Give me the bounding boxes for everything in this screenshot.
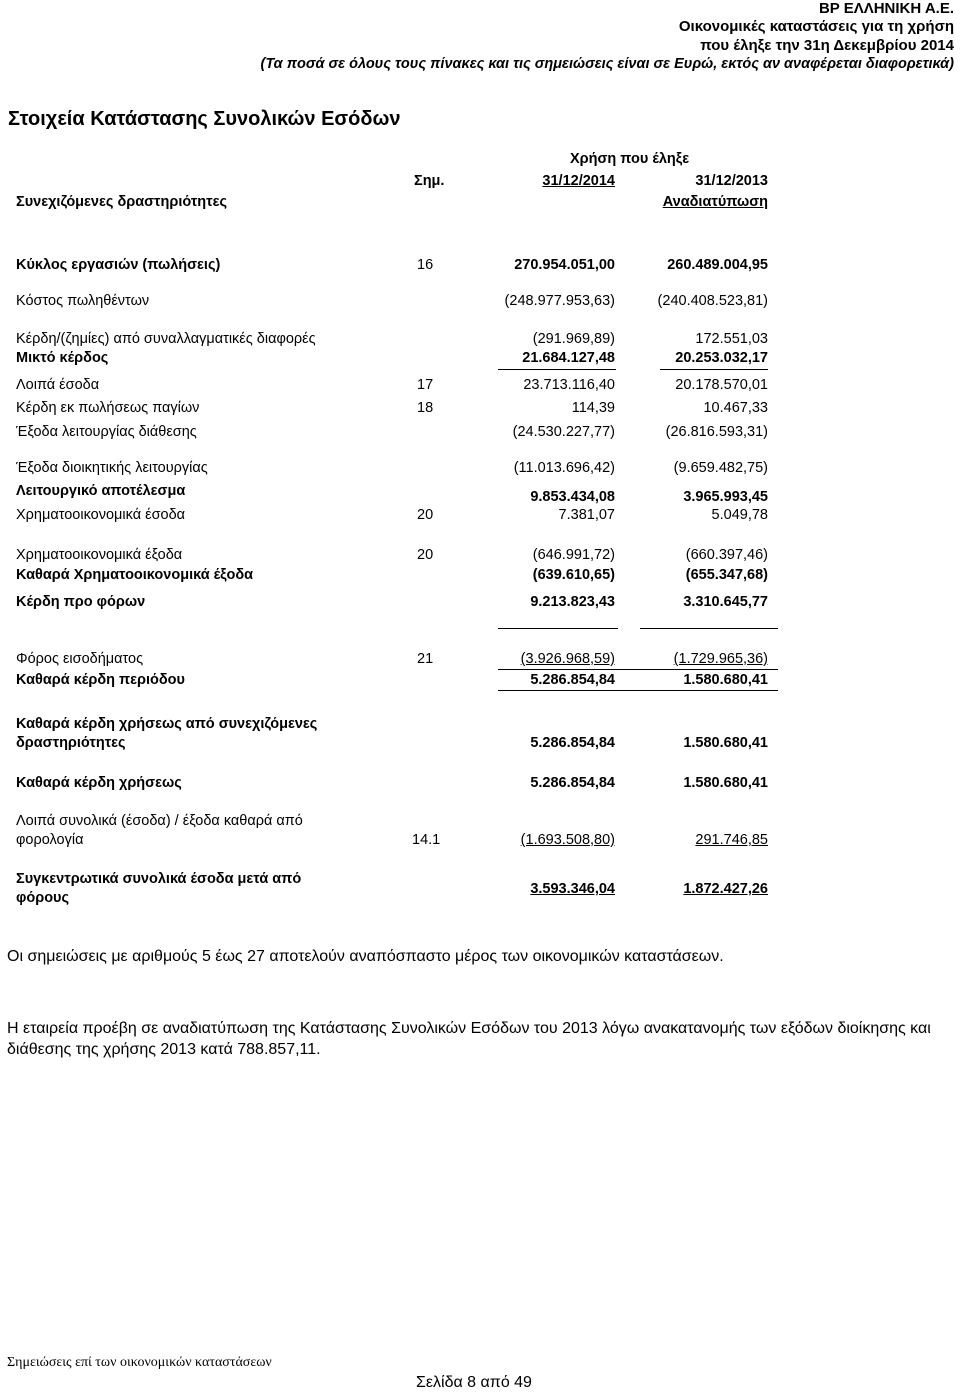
- col-2014-heading: 31/12/2014: [542, 173, 615, 189]
- table-row: [0, 399, 960, 419]
- row-note: 21: [417, 651, 434, 667]
- row-value-2013: 172.551,03: [695, 331, 768, 347]
- row-value-2014: 270.954.051,00: [514, 257, 615, 273]
- row-label: Κόστος πωληθέντων: [16, 293, 150, 309]
- page-title: Στοιχεία Κατάστασης Συνολικών Εσόδων: [8, 108, 401, 130]
- row-value-2014: 3.593.346,04: [530, 881, 615, 897]
- row-value-2013: 1.580.680,41: [683, 672, 768, 688]
- row-label: Καθαρά Χρηματοοικονομικά έξοδα: [16, 567, 254, 583]
- row-value-2013: 20.178.570,01: [675, 377, 768, 393]
- restated-heading: Αναδιατύπωση: [662, 194, 768, 210]
- row-label: Κέρδη εκ πωλήσεως παγίων: [16, 400, 200, 416]
- row-value-2014: (646.991,72): [532, 547, 615, 563]
- row-note: 17: [417, 377, 434, 393]
- row-label: Λοιπά έσοδα: [16, 377, 100, 393]
- row-value-2013: (660.397,46): [685, 547, 768, 563]
- row-label: Κέρδη/(ζημίες) από συναλλαγματικές διαφορές: [16, 331, 316, 347]
- row-value-2013: 1.580.680,41: [683, 735, 768, 751]
- row-label: Συγκεντρωτικά συνολικά έσοδα μετά από: [16, 871, 302, 887]
- row-value-2014: 23.713.116,40: [523, 377, 615, 393]
- row-value-2014: 5.286.854,84: [530, 775, 615, 791]
- row-label: Καθαρά κέρδη χρήσεως από συνεχιζόμενες: [16, 716, 318, 732]
- rule: [498, 669, 778, 670]
- row-label: Χρηματοοικονομικά έσοδα: [16, 507, 186, 523]
- table-row: [0, 459, 960, 479]
- rule: [640, 628, 778, 629]
- currency-note: (Τα ποσά σε όλους τους πίνακες και τις σημειώσεις είναι σε Ευρώ, εκτός αν αναφέρεται διαφορετικά): [260, 56, 954, 72]
- row-value-2013: 1.580.680,41: [683, 775, 768, 791]
- row-label: Έξοδα λειτουργίας διάθεσης: [16, 424, 197, 440]
- table-row: [0, 256, 960, 276]
- table-row: [0, 650, 960, 670]
- table-row: [0, 715, 960, 755]
- table-row: [0, 546, 960, 566]
- row-value-2014: (11.013.696,42): [513, 460, 615, 476]
- row-value-2014: (248.977.953,63): [504, 293, 615, 309]
- row-value-2013: 1.872.427,26: [683, 881, 768, 897]
- period-heading: Χρήση που έληξε: [570, 151, 690, 167]
- row-value-2014: 114,39: [571, 400, 615, 416]
- restatement-paragraph: Η εταιρεία προέβη σε αναδιατύπωση της Κατάστασης Συνολικών Εσόδων του 2013 λόγω ανακατανομής των εξόδων διοίκησης και διάθεσης της χρήσης 2013 κατά 788.857,11.: [7, 1020, 931, 1058]
- row-label: Λειτουργικό αποτέλεσμα: [16, 483, 186, 499]
- rule: [498, 628, 618, 629]
- row-value-2014: (24.530.227,77): [512, 424, 615, 440]
- note-column-heading: Σημ.: [414, 173, 445, 189]
- row-label: Καθαρά κέρδη περιόδου: [16, 672, 185, 688]
- row-label: Έξοδα διοικητικής λειτουργίας: [16, 460, 208, 476]
- row-note: 20: [417, 547, 434, 563]
- row-value-2014: (291.969,89): [532, 331, 615, 347]
- row-value-2013: 5.049,78: [711, 507, 768, 523]
- table-row: [0, 774, 960, 794]
- row-value-2014: (1.693.508,80): [520, 832, 615, 848]
- row-value-2013: (9.659.482,75): [673, 460, 768, 476]
- row-note: 16: [417, 257, 434, 273]
- row-value-2013: (26.816.593,31): [665, 424, 768, 440]
- section-heading: Συνεχιζόμενες δραστηριότητες: [16, 194, 228, 210]
- row-value-2014: 21.684.127,48: [522, 350, 615, 366]
- row-label-continued: φόρους: [16, 890, 70, 906]
- statement-subtitle-2: που έληξε την 31η Δεκεμβρίου 2014: [700, 37, 954, 54]
- notes-reference-paragraph: Οι σημειώσεις με αριθμούς 5 έως 27 αποτελούν αναπόσπαστο μέρος των οικονομικών καταστάσεων.: [7, 948, 724, 965]
- row-value-2013: 10.467,33: [703, 400, 768, 416]
- footer-caption: Σημειώσεις επί των οικονομικών καταστάσεων: [7, 1355, 272, 1370]
- row-value-2013: (655.347,68): [685, 567, 768, 583]
- table-row: [0, 870, 960, 910]
- table-row: [0, 671, 960, 691]
- table-row: [0, 566, 960, 586]
- rule: [660, 369, 768, 370]
- table-row: [0, 593, 960, 613]
- row-label-continued: φορολογία: [16, 832, 84, 848]
- row-value-2013: 3.310.645,77: [683, 594, 768, 610]
- page-number: Σελίδα 8 από 49: [416, 1374, 532, 1391]
- row-value-2014: 9.853.434,08: [530, 489, 615, 505]
- row-label: Χρηματοοικονομικά έξοδα: [16, 547, 183, 563]
- row-value-2013: (1.729.965,36): [673, 651, 768, 667]
- table-row: [0, 330, 960, 350]
- row-value-2014: 5.286.854,84: [530, 672, 615, 688]
- row-note: 20: [417, 507, 434, 523]
- col-2013-heading: 31/12/2013: [695, 173, 768, 189]
- table-row: [0, 423, 960, 443]
- row-label: Κέρδη προ φόρων: [16, 594, 146, 610]
- row-value-2014: 7.381,07: [558, 507, 615, 523]
- table-row: [0, 349, 960, 369]
- row-note: 18: [417, 400, 434, 416]
- row-value-2013: 3.965.993,45: [683, 489, 768, 505]
- table-row: [0, 376, 960, 396]
- row-value-2014: (639.610,65): [532, 567, 615, 583]
- row-value-2013: (240.408.523,81): [657, 293, 768, 309]
- statement-subtitle-1: Οικονομικές καταστάσεις για τη χρήση: [678, 18, 954, 35]
- row-label: Λοιπά συνολικά (έσοδα) / έξοδα καθαρά από: [16, 813, 303, 829]
- row-value-2014: 9.213.823,43: [530, 594, 615, 610]
- row-note: 14.1: [412, 832, 441, 848]
- rule: [498, 369, 616, 370]
- company-name: BP ΕΛΛΗΝΙΚΗ Α.Ε.: [818, 0, 954, 17]
- table-row: [0, 812, 960, 852]
- row-label: Καθαρά κέρδη χρήσεως: [16, 775, 182, 791]
- table-row: [0, 292, 960, 312]
- table-row: [0, 482, 960, 505]
- table-row: [0, 506, 960, 526]
- row-value-2014: (3.926.968,59): [520, 651, 615, 667]
- row-label-continued: δραστηριότητες: [16, 735, 126, 751]
- row-value-2014: 5.286.854,84: [530, 735, 615, 751]
- row-label: Κύκλος εργασιών (πωλήσεις): [16, 257, 221, 273]
- row-value-2013: 20.253.032,17: [675, 350, 768, 366]
- row-value-2013: 291.746,85: [695, 832, 768, 848]
- rule: [498, 690, 778, 691]
- row-label: Φόρος εισοδήματος: [16, 651, 144, 667]
- row-value-2013: 260.489.004,95: [667, 257, 768, 273]
- row-label: Μικτό κέρδος: [16, 350, 109, 366]
